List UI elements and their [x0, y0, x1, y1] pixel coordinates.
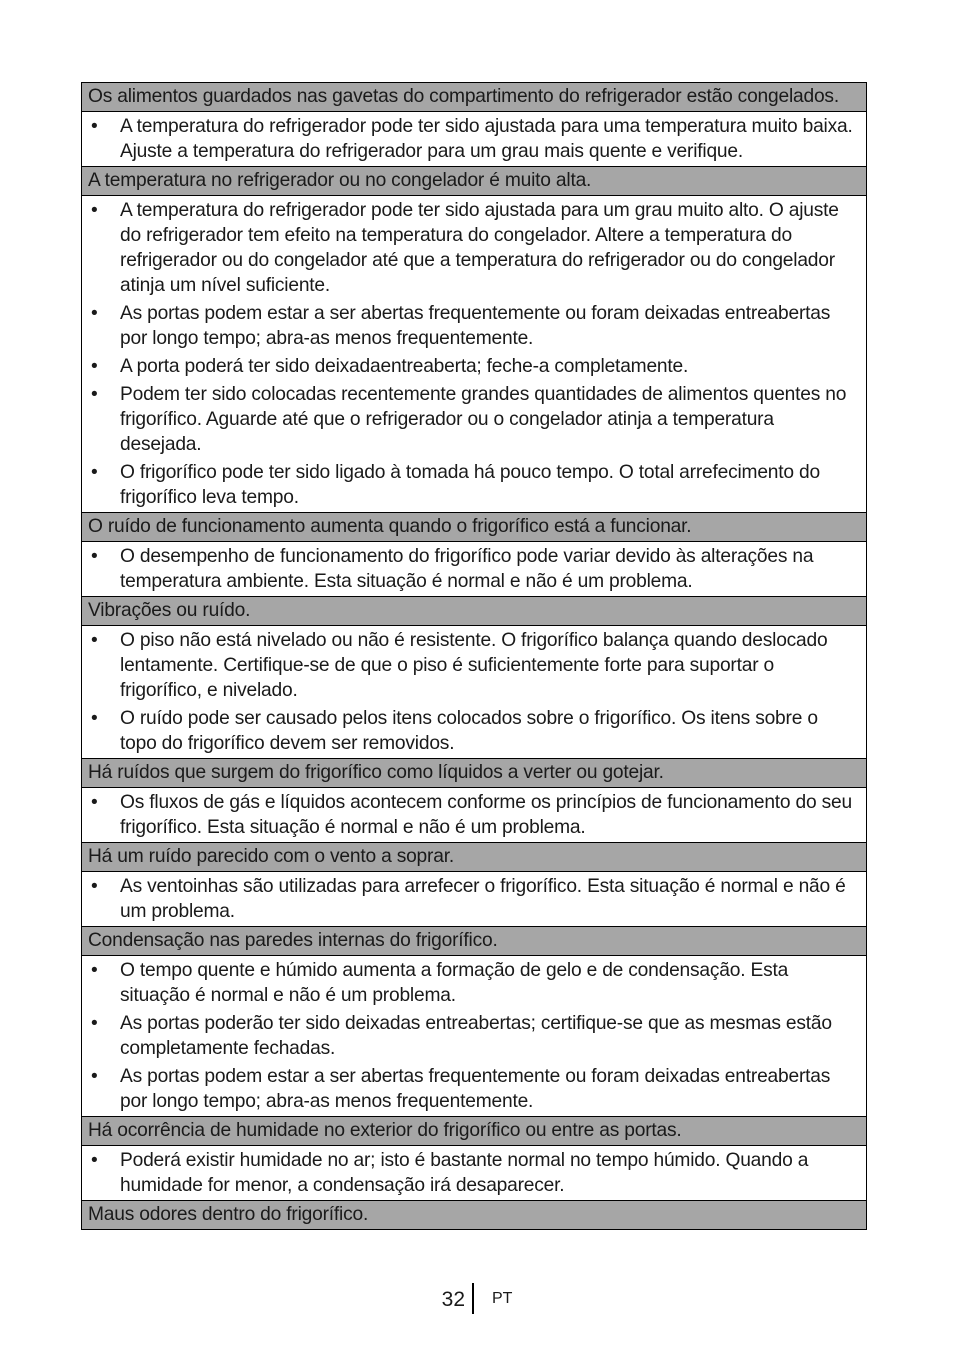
section-heading: Condensação nas paredes internas do frigorífico.	[82, 926, 866, 955]
list-item-text: O piso não está nivelado ou não é resistente. O frigorífico balança quando deslocado lentamente. Certifique-se de que o piso é suficientemente forte para suportar o frigorífico, e nivelado.	[120, 630, 828, 701]
list-item-text: A temperatura do refrigerador pode ter sido ajustada para um grau muito alto. O ajuste do refrigerador tem efeito na temperatura do congelador. Altere a temperatura do refrigerador ou do congelador até que a temperatura do refrigerador ou do congelador atinja um nível suficiente.	[120, 200, 839, 296]
section-body	[82, 195, 866, 512]
section-heading: Maus odores dentro do frigorífico.	[82, 1200, 866, 1229]
list-item	[88, 706, 858, 756]
bullet-icon: •	[91, 960, 98, 981]
bullet-icon: •	[91, 462, 98, 483]
bullet-icon: •	[91, 356, 98, 377]
bullet-icon: •	[91, 630, 98, 651]
list-item	[88, 460, 858, 510]
list-item-text: O frigorífico pode ter sido ligado à tomada há pouco tempo. O total arrefecimento do frigorífico leva tempo.	[120, 462, 820, 508]
list-item	[88, 1011, 858, 1061]
list-item	[88, 790, 858, 840]
list-item-text: As portas podem estar a ser abertas frequentemente ou foram deixadas entreabertas por longo tempo; abra-as menos frequentemente.	[120, 303, 831, 349]
section-heading: Há ocorrência de humidade no exterior do frigorífico ou entre as portas.	[82, 1116, 866, 1145]
list-item-text: A porta poderá ter sido deixadaentreaberta; feche-a completamente.	[120, 356, 689, 377]
list-item	[88, 382, 858, 457]
list-item	[88, 1064, 858, 1114]
section-heading: O ruído de funcionamento aumenta quando o frigorífico está a funcionar.	[82, 512, 866, 541]
section-heading: A temperatura no refrigerador ou no congelador é muito alta.	[82, 166, 866, 195]
list-item-text: As portas poderão ter sido deixadas entreabertas; certifique-se que as mesmas estão completamente fechadas.	[120, 1013, 832, 1059]
bullet-icon: •	[91, 708, 98, 729]
page-footer	[0, 1283, 954, 1317]
bullet-icon: •	[91, 1066, 98, 1087]
list-item	[88, 354, 858, 379]
list-item-text: As ventoinhas são utilizadas para arrefecer o frigorífico. Esta situação é normal e não é um problema.	[120, 876, 846, 922]
bullet-icon: •	[91, 384, 98, 405]
list-item	[88, 544, 858, 594]
list-item-text: O tempo quente e húmido aumenta a formação de gelo e de condensação. Esta situação é normal e não é um problema.	[120, 960, 789, 1006]
section-heading: Vibrações ou ruído.	[82, 596, 866, 625]
bullet-icon: •	[91, 792, 98, 813]
list-item	[88, 1148, 858, 1198]
section-body	[82, 625, 866, 758]
bullet-icon: •	[91, 546, 98, 567]
bullet-icon: •	[91, 876, 98, 897]
troubleshooting-table	[81, 82, 867, 1230]
section-heading: Os alimentos guardados nas gavetas do compartimento do refrigerador estão congelados.	[82, 83, 866, 111]
list-item-text: As portas podem estar a ser abertas frequentemente ou foram deixadas entreabertas por longo tempo; abra-as menos frequentemente.	[120, 1066, 831, 1112]
list-item	[88, 301, 858, 351]
section-body	[82, 1145, 866, 1200]
list-item	[88, 958, 858, 1008]
bullet-icon: •	[91, 303, 98, 324]
page-number: 32	[441, 1288, 465, 1311]
section-body	[82, 111, 866, 166]
bullet-icon: •	[91, 1150, 98, 1171]
list-item-text: A temperatura do refrigerador pode ter sido ajustada para uma temperatura muito baixa. Ajuste a temperatura do refrigerador para um grau mais quente e verifique.	[120, 116, 853, 162]
section-heading: Há ruídos que surgem do frigorífico como líquidos a verter ou gotejar.	[82, 758, 866, 787]
list-item-text: Poderá existir humidade no ar; isto é bastante normal no tempo húmido. Quando a humidade for menor, a condensação irá desaparecer.	[120, 1150, 809, 1196]
list-item-text: O desempenho de funcionamento do frigorífico pode variar devido às alterações na temperatura ambiente. Esta situação é normal e não é um problema.	[120, 546, 814, 592]
section-body	[82, 955, 866, 1116]
list-item-text: Podem ter sido colocadas recentemente grandes quantidades de alimentos quentes no frigorífico. Aguarde até que o refrigerador ou o congelador atinja a temperatura desejada.	[120, 384, 847, 455]
list-item-text: O ruído pode ser causado pelos itens colocados sobre o frigorífico. Os itens sobre o topo do frigorífico devem ser removidos.	[120, 708, 818, 754]
bullet-icon: •	[91, 116, 98, 137]
section-body	[82, 871, 866, 926]
list-item	[88, 198, 858, 298]
section-body	[82, 787, 866, 842]
bullet-icon: •	[91, 200, 98, 221]
list-item	[88, 874, 858, 924]
footer-divider	[472, 1283, 474, 1314]
bullet-icon: •	[91, 1013, 98, 1034]
list-item-text: Os fluxos de gás e líquidos acontecem conforme os princípios de funcionamento do seu frigorífico. Esta situação é normal e não é um problema.	[120, 792, 852, 838]
section-heading: Há um ruído parecido com o vento a soprar.	[82, 842, 866, 871]
list-item	[88, 628, 858, 703]
list-item	[88, 114, 858, 164]
language-code: PT	[492, 1290, 513, 1307]
section-body	[82, 541, 866, 596]
